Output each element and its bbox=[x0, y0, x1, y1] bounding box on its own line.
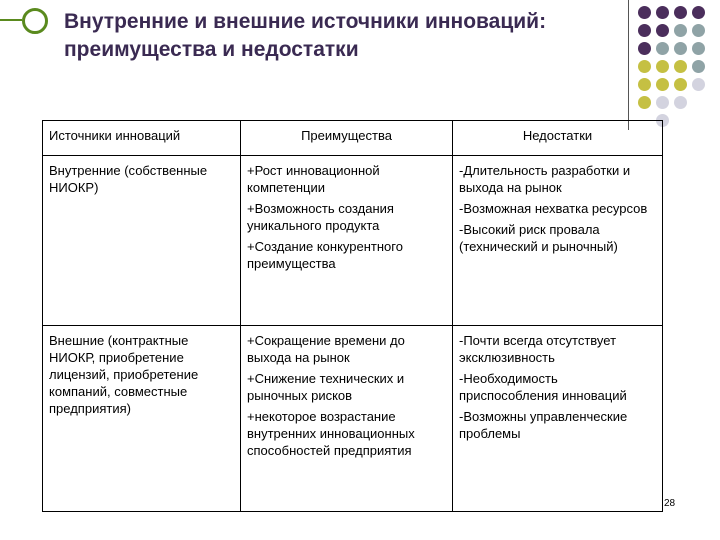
dot-icon bbox=[656, 60, 669, 73]
dot-icon bbox=[656, 78, 669, 91]
dot-icon bbox=[638, 42, 651, 55]
disadvantage-item: -Возможны управленческие проблемы bbox=[459, 409, 628, 441]
slide-title: Внутренние и внешние источники инноваций: преимущества и недостатки bbox=[64, 10, 547, 61]
disadvantage-item: -Необходимость приспособления инноваций bbox=[459, 371, 627, 403]
dot-icon bbox=[692, 42, 705, 55]
advantage-item: +Рост инновационной компетенции bbox=[247, 163, 380, 195]
dot-icon bbox=[656, 96, 669, 109]
dot-icon bbox=[692, 24, 705, 37]
dot-icon bbox=[674, 42, 687, 55]
advantage-item: +Снижение технических и рыночных рисков bbox=[247, 371, 405, 403]
dot-icon bbox=[638, 60, 651, 73]
dot-icon bbox=[638, 78, 651, 91]
advantages-cell bbox=[241, 156, 453, 326]
table-row bbox=[43, 156, 663, 326]
advantage-item: +Возможность создания уникального продукта bbox=[247, 201, 394, 233]
source-cell: Внешние (контрактные НИОКР, приобретение лицензий, приобретение компаний, совместные предприятия) bbox=[43, 326, 241, 512]
dot-icon bbox=[638, 96, 651, 109]
dot-icon bbox=[656, 42, 669, 55]
dot-icon bbox=[692, 78, 705, 91]
disadvantage-item: -Высокий риск провала (технический и рыночный) bbox=[459, 222, 618, 254]
disadvantage-item: -Длительность разработки и выхода на рынок bbox=[459, 163, 631, 195]
dot-icon bbox=[674, 24, 687, 37]
dot-icon bbox=[674, 60, 687, 73]
advantage-item: +Создание конкурентного преимущества bbox=[247, 239, 403, 271]
disadvantages-cell bbox=[453, 326, 663, 512]
disadvantage-item: -Возможная нехватка ресурсов bbox=[459, 201, 648, 216]
header-disadvantages: Недостатки bbox=[453, 121, 663, 156]
table-row bbox=[43, 326, 663, 512]
dot-icon bbox=[656, 24, 669, 37]
advantage-item: +некоторое возрастание внутренних инновационных способностей предприятия bbox=[247, 409, 415, 458]
dot-icon bbox=[638, 24, 651, 37]
dot-icon bbox=[656, 6, 669, 19]
dot-icon bbox=[674, 6, 687, 19]
dot-icon bbox=[692, 60, 705, 73]
disadvantages-cell bbox=[453, 156, 663, 326]
accent-line bbox=[0, 19, 22, 21]
dot-icon bbox=[674, 78, 687, 91]
divider-line bbox=[628, 0, 629, 130]
table-header-row bbox=[43, 121, 663, 156]
dot-icon bbox=[674, 96, 687, 109]
comparison-table bbox=[42, 120, 663, 512]
header-advantages: Преимущества bbox=[241, 121, 453, 156]
page-number: 28 bbox=[664, 498, 676, 509]
disadvantage-item: -Почти всегда отсутствует эксклюзивность bbox=[459, 333, 617, 365]
circle-ring-icon bbox=[22, 8, 48, 34]
advantage-item: +Сокращение времени до выхода на рынок bbox=[247, 333, 405, 365]
header-sources: Источники инноваций bbox=[43, 121, 241, 156]
dot-icon bbox=[638, 6, 651, 19]
source-cell: Внутренние (собственные НИОКР) bbox=[43, 156, 241, 326]
dot-icon bbox=[692, 6, 705, 19]
advantages-cell bbox=[241, 326, 453, 512]
